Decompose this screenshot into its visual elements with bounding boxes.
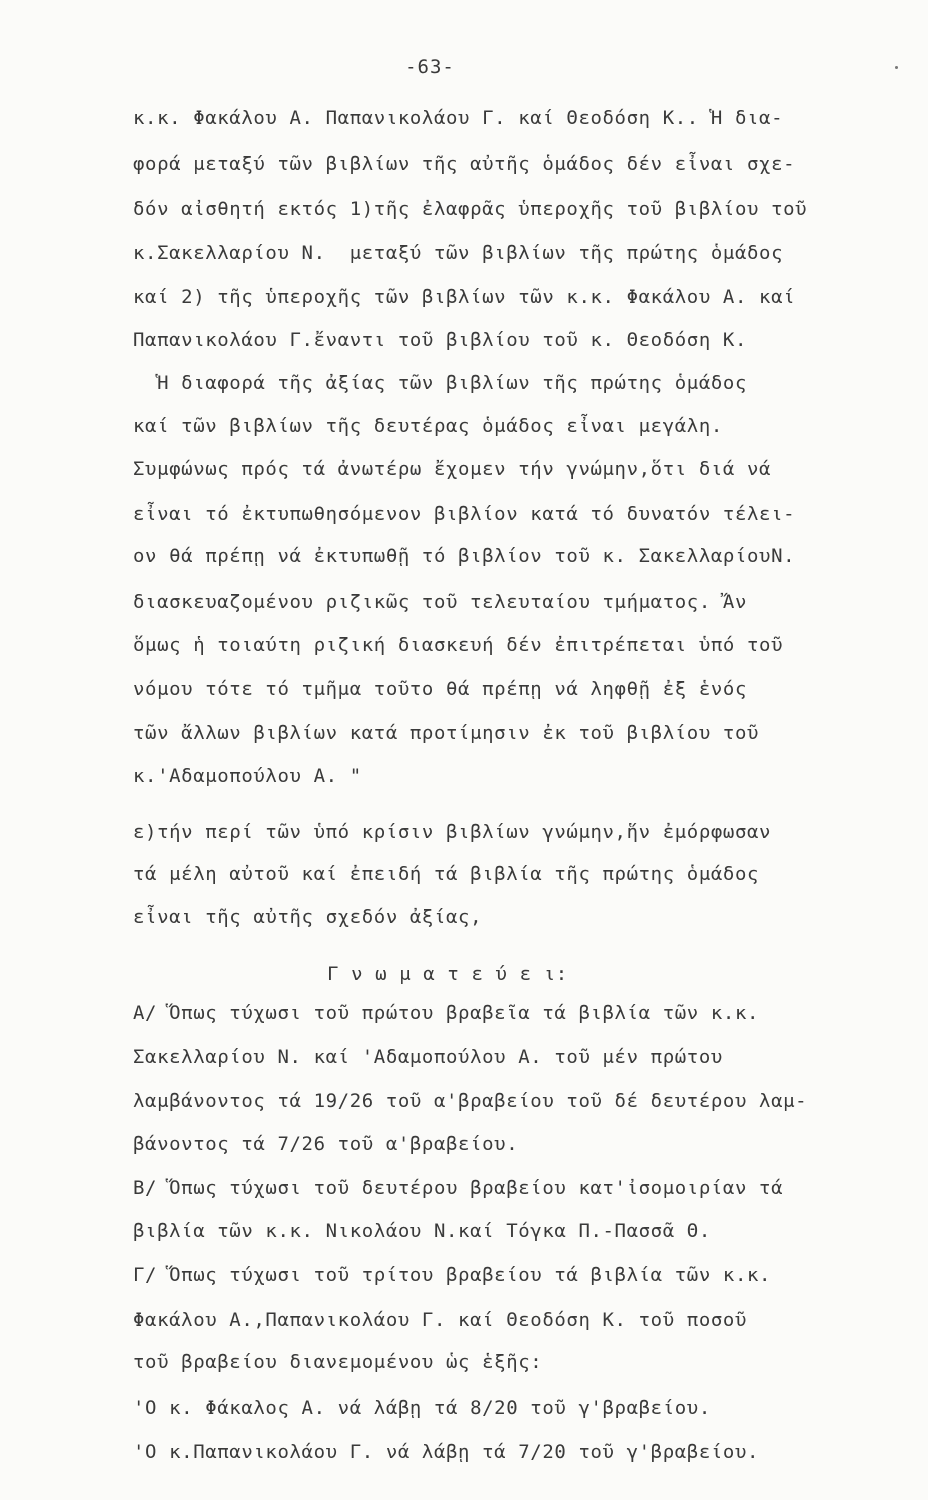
text-line: Σακελλαρίου Ν. καί 'Αδαμοπούλου Α. τοῦ μέν πρώτου [133, 1046, 723, 1068]
text-line: καί τῶν βιβλίων τῆς δευτέρας ὁμάδος εἶναι μεγάλη. [133, 415, 723, 437]
text-line: κ.'Αδαμοπούλου Α. " [133, 765, 362, 787]
text-line: τῶν ἄλλων βιβλίων κατά προτίμησιν ἐκ τοῦ βιβλίου τοῦ [133, 722, 760, 744]
text-line: Συμφώνως πρός τά ἀνωτέρω ἔχομεν τήν γνώμην,ὅτι διά νά [133, 458, 772, 480]
text-line: καί 2) τῆς ὑπεροχῆς τῶν βιβλίων τῶν κ.κ. Φακάλου Α. καί [133, 286, 796, 308]
text-line: βιβλία τῶν κ.κ. Νικολάου Ν.καί Τόγκα Π.-Πασσᾶ Θ. [133, 1220, 711, 1242]
section-heading: Γ ν ω μ α τ ε ύ ε ι: [327, 963, 568, 985]
page-number: -63- [405, 56, 455, 78]
text-line: ὅμως ἡ τοιαύτη ριζική διασκευή δέν ἐπιτρέπεται ὑπό τοῦ [133, 634, 784, 656]
text-line: Ἡ διαφορά τῆς ἀξίας τῶν βιβλίων τῆς πρώτης ὁμάδος [133, 372, 747, 394]
text-line: φορά μεταξύ τῶν βιβλίων τῆς αὐτῆς ὁμάδος δέν εἶναι σχε- [133, 153, 796, 175]
text-line: Παπανικολάου Γ.ἔναντι τοῦ βιβλίου τοῦ κ. Θεοδόση Κ. [133, 329, 747, 351]
text-line: εἶναι τῆς αὐτῆς σχεδόν ἀξίας, [133, 906, 483, 928]
text-line: νόμου τότε τό τμῆμα τοῦτο θά πρέπῃ νά ληφθῇ ἐξ ἑνός [133, 678, 747, 700]
text-line: τοῦ βραβείου διανεμομένου ὡς ἑξῆς: [133, 1351, 543, 1373]
text-line: εἶναι τό ἐκτυπωθησόμενον βιβλίον κατά τό δυνατόν τέλει- [133, 503, 796, 525]
text-line: ε)τήν περί τῶν ὑπό κρίσιν βιβλίων γνώμην,ἥν ἐμόρφωσαν [133, 821, 772, 843]
text-line: κ.κ. Φακάλου Α. Παπανικολάου Γ. καί Θεοδόση Κ.. Ἡ δια- [133, 107, 784, 129]
text-line: Φακάλου Α.,Παπανικολάου Γ. καί Θεοδόση Κ. τοῦ ποσοῦ [133, 1309, 747, 1331]
text-line: 'Ο κ. Φάκαλος Α. νά λάβῃ τά 8/20 τοῦ γ'βραβείου. [133, 1397, 711, 1419]
text-line: βάνοντος τά 7/26 τοῦ α'βραβείου. [133, 1133, 519, 1155]
text-line: Β/ Ὅπως τύχωσι τοῦ δευτέρου βραβείου κατ'ἰσομοιρίαν τά [133, 1177, 784, 1199]
text-line: ον θά πρέπῃ νά ἐκτυπωθῇ τό βιβλίον τοῦ κ. ΣακελλαρίουΝ. [133, 545, 796, 567]
text-line: κ.Σακελλαρίου Ν. μεταξύ τῶν βιβλίων τῆς πρώτης ὁμάδος [133, 242, 784, 264]
text-line: δόν αἰσθητή εκτός 1)τῆς ἐλαφρᾶς ὑπεροχῆς τοῦ βιβλίου τοῦ [133, 198, 808, 220]
text-line: Γ/ Ὅπως τύχωσι τοῦ τρίτου βραβείου τά βιβλία τῶν κ.κ. [133, 1264, 772, 1286]
margin-mark [895, 66, 898, 69]
text-line: λαμβάνοντος τά 19/26 τοῦ α'βραβείου τοῦ δέ δευτέρου λαμ- [133, 1090, 808, 1112]
text-line: διασκευαζομένου ριζικῶς τοῦ τελευταίου τμήματος. Ἄν [133, 591, 747, 613]
text-line: Α/ Ὅπως τύχωσι τοῦ πρώτου βραβεῖα τά βιβλία τῶν κ.κ. [133, 1002, 760, 1024]
text-line: 'Ο κ.Παπανικολάου Γ. νά λάβῃ τά 7/20 τοῦ γ'βραβείου. [133, 1441, 760, 1463]
text-line: τά μέλη αὐτοῦ καί ἐπειδή τά βιβλία τῆς πρώτης ὁμάδος [133, 863, 760, 885]
